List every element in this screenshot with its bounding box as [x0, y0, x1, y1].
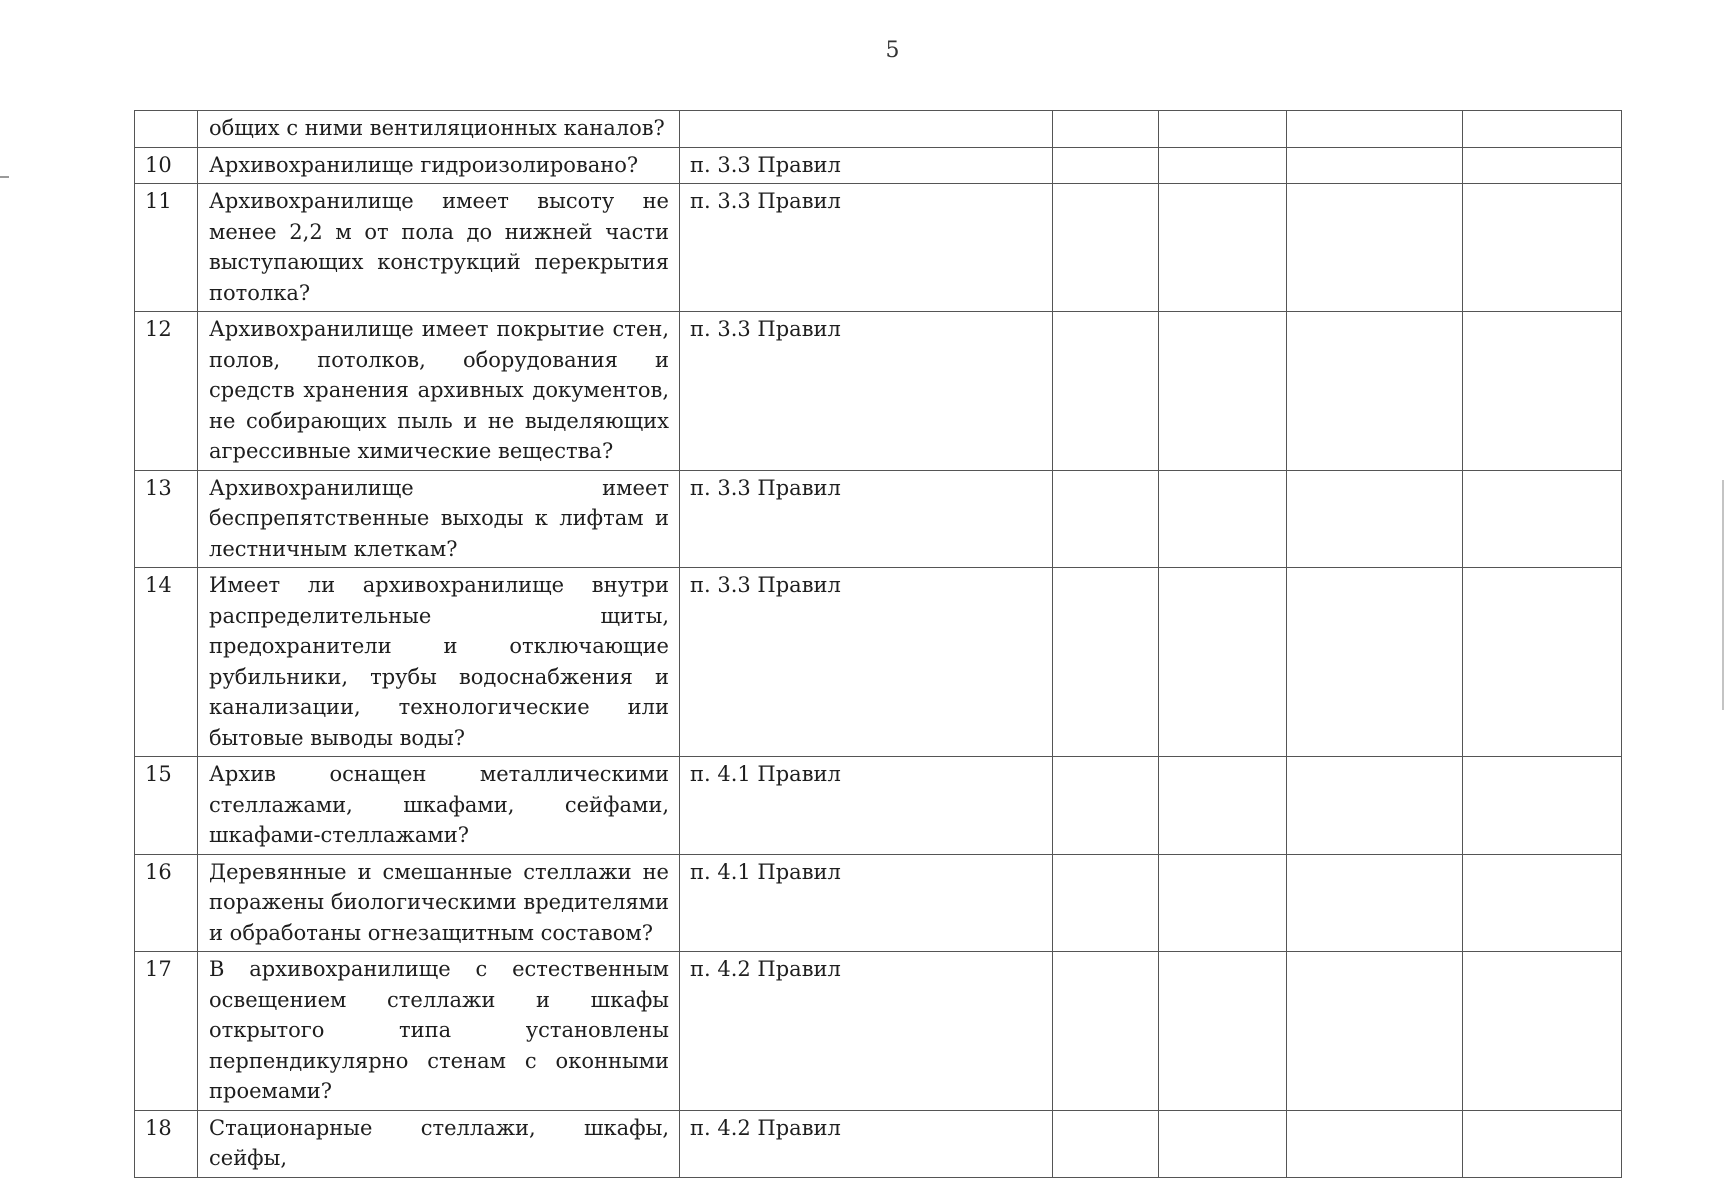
answer-cell: [1463, 952, 1622, 1111]
answer-cell: [1287, 1110, 1463, 1177]
item-reference: п. 4.1 Правил: [680, 757, 1053, 855]
answer-cell: [1463, 757, 1622, 855]
answer-cell: [1463, 184, 1622, 312]
table-row: [135, 568, 1622, 757]
item-number: 16: [135, 854, 198, 952]
item-reference: п. 3.3 Правил: [680, 568, 1053, 757]
table-row: [135, 952, 1622, 1111]
table-row: [135, 1110, 1622, 1177]
item-number: 11: [135, 184, 198, 312]
answer-cell: [1287, 757, 1463, 855]
answer-cell: [1159, 312, 1287, 471]
item-number: 15: [135, 757, 198, 855]
answer-cell: [1287, 184, 1463, 312]
answer-cell: [1463, 147, 1622, 184]
answer-cell: [1053, 854, 1159, 952]
item-question: Архивохранилище гидроизолировано?: [198, 147, 680, 184]
item-question: Стационарные стеллажи, шкафы, сейфы,: [198, 1110, 680, 1177]
item-number: 17: [135, 952, 198, 1111]
item-reference: п. 3.3 Правил: [680, 312, 1053, 471]
answer-cell: [1463, 312, 1622, 471]
item-number: 13: [135, 470, 198, 568]
item-number: 10: [135, 147, 198, 184]
answer-cell: [1159, 147, 1287, 184]
answer-cell: [1053, 470, 1159, 568]
answer-cell: [1159, 952, 1287, 1111]
item-question: Архивохранилище имеет покрытие стен, полов, потолков, оборудования и средств хранения архивных документов, не собирающих пыль и не выделяющих агрессивные химические вещества?: [198, 312, 680, 471]
table-row: [135, 470, 1622, 568]
item-number: 12: [135, 312, 198, 471]
item-reference: п. 3.3 Правил: [680, 147, 1053, 184]
answer-cell: [1159, 854, 1287, 952]
table-row: [135, 147, 1622, 184]
item-question: Архивохранилище имеет беспрепятственные выходы к лифтам и лестничным клеткам?: [198, 470, 680, 568]
answer-cell: [1287, 111, 1463, 148]
answer-cell: [1287, 470, 1463, 568]
table-row: [135, 184, 1622, 312]
answer-cell: [1159, 757, 1287, 855]
item-question: Деревянные и смешанные стеллажи не поражены биологическими вредителями и обработаны огнезащитным составом?: [198, 854, 680, 952]
page-number: 5: [885, 38, 900, 63]
answer-cell: [1287, 854, 1463, 952]
answer-cell: [1053, 312, 1159, 471]
answer-cell: [1159, 184, 1287, 312]
answer-cell: [1053, 184, 1159, 312]
answer-cell: [1159, 568, 1287, 757]
item-question: Имеет ли архивохранилище внутри распределительные щиты, предохранители и отключающие рубильники, трубы водоснабжения и канализации, технологические или бытовые выводы воды?: [198, 568, 680, 757]
item-number: 14: [135, 568, 198, 757]
item-number: [135, 111, 198, 148]
item-question: В архивохранилище с естественным освещением стеллажи и шкафы открытого типа установлены перпендикулярно стенам с оконными проемами?: [198, 952, 680, 1111]
item-reference: п. 4.2 Правил: [680, 952, 1053, 1111]
answer-cell: [1463, 1110, 1622, 1177]
checklist-table: [134, 110, 1622, 1178]
answer-cell: [1159, 111, 1287, 148]
table-row: [135, 757, 1622, 855]
table-row: [135, 312, 1622, 471]
answer-cell: [1053, 568, 1159, 757]
answer-cell: [1053, 111, 1159, 148]
scan-edge-mark: [1722, 480, 1724, 710]
answer-cell: [1463, 470, 1622, 568]
item-reference: п. 3.3 Правил: [680, 184, 1053, 312]
answer-cell: [1159, 1110, 1287, 1177]
answer-cell: [1287, 568, 1463, 757]
item-question: Архив оснащен металлическими стеллажами, шкафами, сейфами, шкафами-стеллажами?: [198, 757, 680, 855]
table-row: [135, 111, 1622, 148]
item-question: общих с ними вентиляционных каналов?: [198, 111, 680, 148]
item-number: 18: [135, 1110, 198, 1177]
item-reference: п. 4.2 Правил: [680, 1110, 1053, 1177]
answer-cell: [1287, 312, 1463, 471]
answer-cell: [1053, 952, 1159, 1111]
answer-cell: [1463, 854, 1622, 952]
item-reference: п. 3.3 Правил: [680, 470, 1053, 568]
table-row: [135, 854, 1622, 952]
answer-cell: [1463, 111, 1622, 148]
scan-edge-mark: [0, 176, 9, 178]
answer-cell: [1053, 757, 1159, 855]
answer-cell: [1053, 147, 1159, 184]
item-question: Архивохранилище имеет высоту не менее 2,2 м от пола до нижней части выступающих конструкций перекрытия потолка?: [198, 184, 680, 312]
answer-cell: [1159, 470, 1287, 568]
answer-cell: [1287, 952, 1463, 1111]
item-reference: [680, 111, 1053, 148]
answer-cell: [1463, 568, 1622, 757]
answer-cell: [1053, 1110, 1159, 1177]
answer-cell: [1287, 147, 1463, 184]
checklist-body: [135, 111, 1622, 1178]
item-reference: п. 4.1 Правил: [680, 854, 1053, 952]
